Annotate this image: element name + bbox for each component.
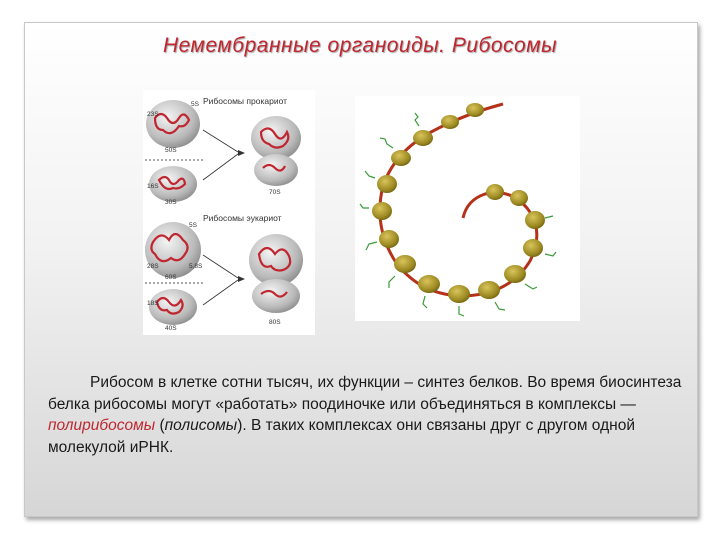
pro-arrow-head — [238, 150, 245, 156]
eu-arrow-head — [238, 276, 245, 282]
polysome-ribosome — [394, 255, 416, 273]
peptide-chain — [415, 113, 419, 126]
polysome-ribosome — [413, 130, 433, 146]
polysome-ribosome — [466, 103, 484, 117]
peptide-chain — [360, 204, 369, 208]
polysome-ribosome — [441, 115, 459, 129]
eu-label-60s: 60S — [165, 274, 177, 281]
polysome-ribosome — [377, 175, 397, 193]
eu-label-80s: 80S — [269, 319, 281, 326]
eu-label-40s: 40S — [165, 325, 177, 332]
body-paragraph — [48, 372, 688, 458]
eu-label-28s: 28S — [147, 263, 159, 270]
peptide-chain — [365, 171, 375, 178]
polysome-figure — [355, 96, 580, 321]
polysome-ribosome — [418, 275, 440, 293]
polysome-ribosome — [523, 239, 543, 257]
body-text — [48, 372, 688, 458]
polysome-ribosome — [372, 202, 392, 220]
peptide-chain — [495, 302, 505, 310]
peptide-chain — [545, 216, 553, 218]
polyribosome-term: полирибосомы — [48, 417, 156, 434]
pro-whole-top — [251, 116, 301, 160]
eu-label-58s: 5,8S — [189, 263, 203, 270]
polysome-ribosome — [504, 265, 526, 283]
eu-small-subunit — [149, 289, 197, 325]
polysome-ribosome — [486, 184, 504, 200]
eukaryote-label: Рибосомы эукариот — [203, 213, 282, 223]
ribosome-subunits-figure — [143, 90, 315, 335]
slide-title: Немембранные органоиды. Рибосомы — [162, 34, 558, 57]
eu-label-18s: 18S — [147, 300, 159, 307]
peptide-chain — [380, 138, 393, 148]
pro-label-30s: 30S — [165, 199, 177, 206]
text-part-1: Рибосом в клетке сотни тысяч, их функции – синтез белков. Во время биосинтеза белка рибосомы могут «работать» поодиночке или объединяться в комплексы — — [48, 374, 682, 413]
polysome-ribosome — [510, 190, 528, 206]
ribosome-chain — [372, 103, 545, 303]
pro-arrow-1 — [203, 130, 238, 152]
peptide-chain — [366, 242, 377, 250]
pro-label-23s: 23S — [147, 111, 159, 118]
eu-arrow-1 — [203, 255, 238, 278]
text-part-2: ( — [155, 417, 165, 434]
pro-label-5s: 5S — [191, 101, 199, 108]
polysome-ribosome — [391, 150, 411, 166]
pro-label-70s: 70S — [269, 189, 281, 196]
text-part-3: ). В таких комплексах они связаны друг с другом одной молекулой иРНК. — [48, 417, 635, 456]
peptide-chain — [545, 252, 556, 256]
peptide-chain — [389, 276, 395, 288]
polysome-ribosome — [525, 211, 545, 229]
pro-label-50s: 50S — [165, 147, 177, 154]
eu-whole-top — [249, 234, 303, 286]
pro-label-16s: 16S — [147, 183, 159, 190]
peptide-chain — [459, 306, 464, 316]
polysome-ribosome — [478, 281, 500, 299]
eu-arrow-2 — [203, 280, 238, 305]
peptide-chain — [423, 296, 427, 308]
polysome-ribosome — [379, 230, 399, 248]
peptide-chain — [525, 284, 537, 289]
eu-label-5s: 5S — [189, 222, 197, 229]
polysome-term: полисомы — [164, 417, 238, 434]
pro-arrow-2 — [203, 154, 238, 180]
polysome-ribosome — [448, 285, 470, 303]
prokaryote-label: Рибосомы прокариот — [203, 96, 287, 106]
